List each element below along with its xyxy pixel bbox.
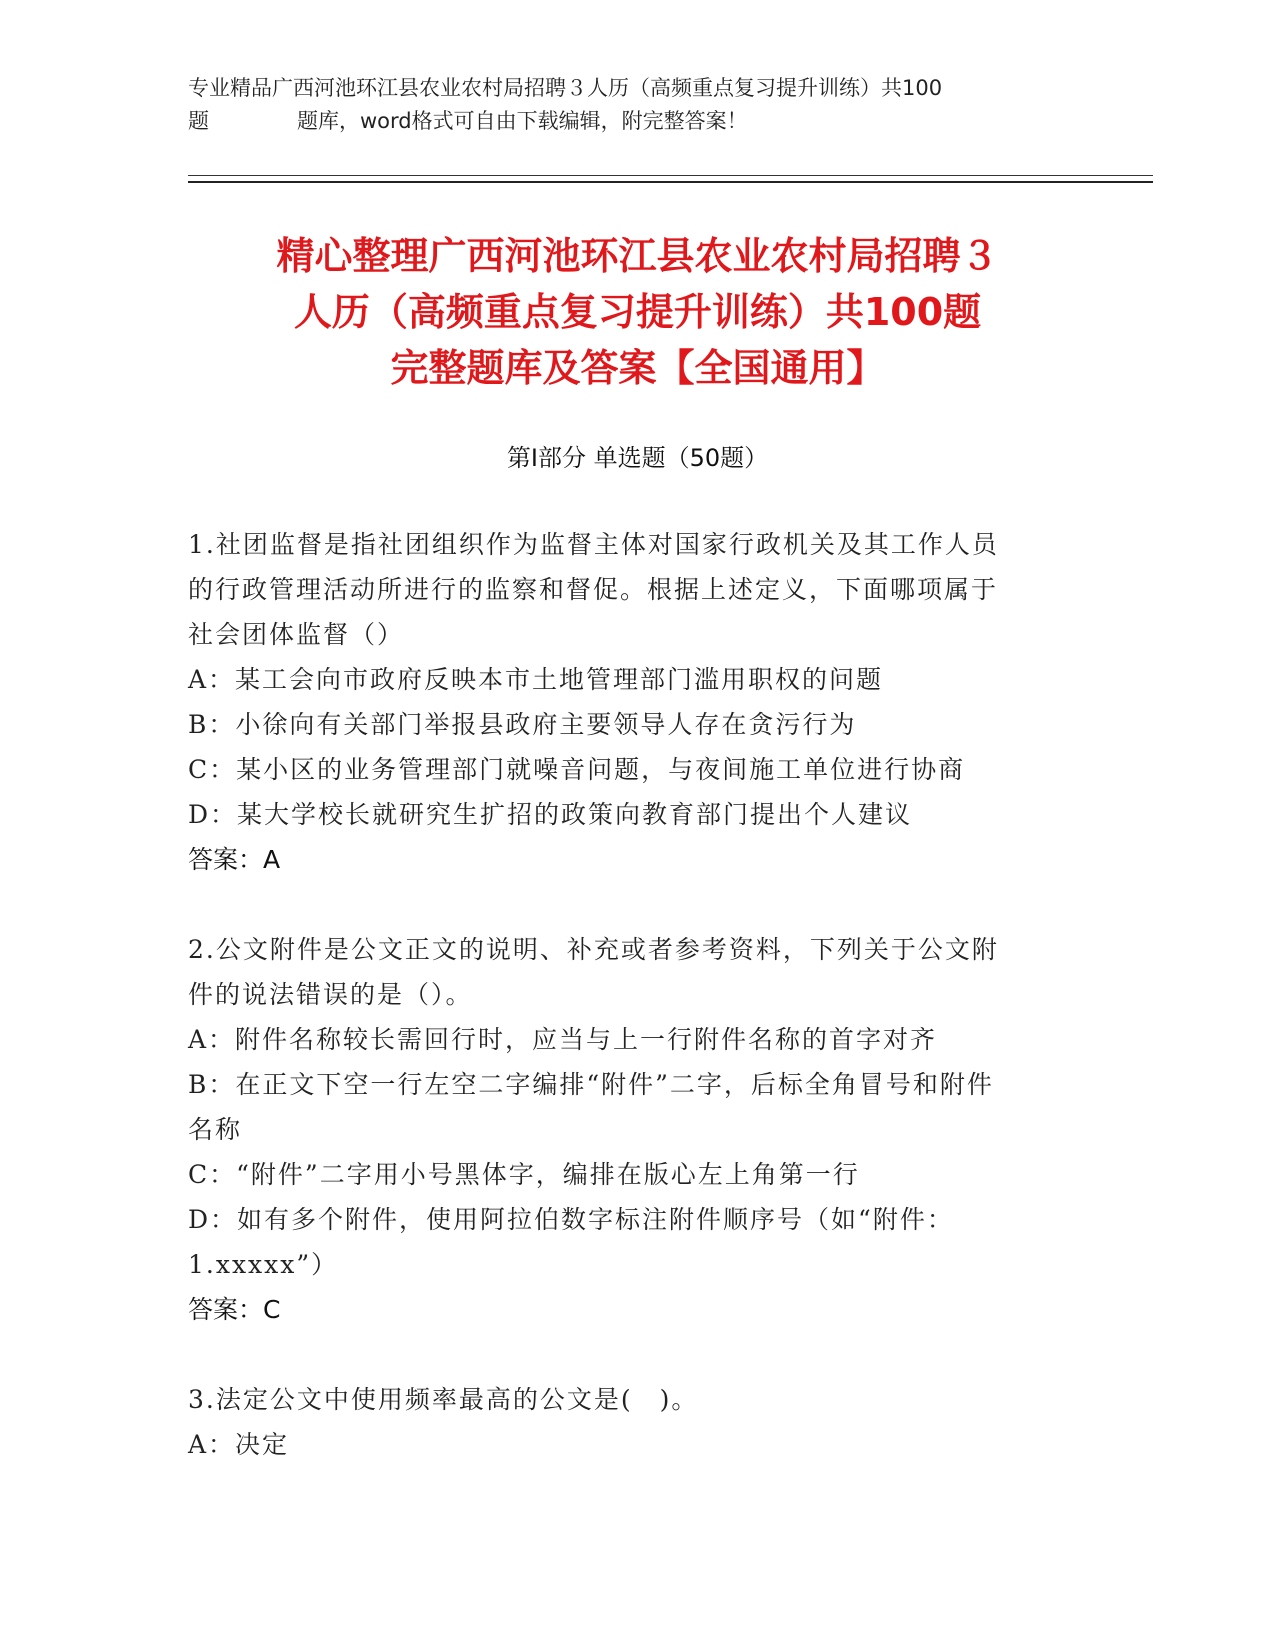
question-block — [188, 522, 1088, 927]
header-line-2 — [188, 105, 1088, 138]
question-line: 3.法定公文中使用频率最高的公文是( )。 — [188, 1385, 699, 1414]
document-title — [150, 228, 1125, 396]
question-line: B：小徐向有关部门举报县政府主要领导人存在贪污行为 — [188, 710, 857, 739]
answer-line: 答案：C — [188, 1295, 281, 1324]
question-line: D：如有多个附件，使用阿拉伯数字标注附件顺序号（如“附件： — [188, 1205, 954, 1234]
header-gap — [209, 105, 297, 138]
question-line: A：某工会向市政府反映本市土地管理部门滥用职权的问题 — [188, 665, 884, 694]
header-rule-thin — [188, 175, 1153, 176]
question-line: 的行政管理活动所进行的监察和督促。根据上述定义，下面哪项属于 — [188, 575, 999, 604]
title-line-1: 精心整理广西河池环江县农业农村局招聘３ — [276, 234, 999, 278]
header-text-2-right: 题库，word格式可自由下载编辑，附完整答案！ — [297, 109, 748, 133]
title-line-3: 完整题库及答案【全国通用】 — [390, 346, 885, 390]
header-text-2-left: 题 — [188, 109, 209, 133]
question-line: C：某小区的业务管理部门就噪音问题，与夜间施工单位进行协商 — [188, 755, 966, 784]
section-title: 第Ⅰ部分 单选题（50题） — [506, 444, 769, 472]
question-line: B：在正文下空一行左空二字编排“附件”二字，后标全角冒号和附件 — [188, 1070, 994, 1099]
question-line: 1.xxxxx”） — [188, 1250, 339, 1279]
header-line-1 — [188, 72, 1088, 105]
title-line-2: 人历（高频重点复习提升训练）共100题 — [293, 290, 982, 334]
question-line: 件的说法错误的是（）。 — [188, 980, 473, 1009]
question-block — [188, 1377, 1088, 1467]
page-header — [188, 72, 1088, 138]
question-spacer — [188, 882, 1088, 927]
question-line: 社会团体监督（） — [188, 620, 405, 649]
question-line: D：某大学校长就研究生扩招的政策向教育部门提出个人建议 — [188, 800, 913, 829]
header-rule-thick — [188, 181, 1153, 183]
question-list — [188, 522, 1088, 1467]
header-text-1: 专业精品广西河池环江县农业农村局招聘３人历（高频重点复习提升训练）共100 — [188, 76, 943, 100]
question-line: 1.社团监督是指社团组织作为监督主体对国家行政机关及其工作人员 — [188, 530, 999, 559]
question-line: A：附件名称较长需回行时，应当与上一行附件名称的首字对齐 — [188, 1025, 938, 1054]
question-line: C：“附件”二字用小号黑体字，编排在版心左上角第一行 — [188, 1160, 860, 1189]
answer-line: 答案：A — [188, 845, 281, 874]
question-line: A：决定 — [188, 1430, 290, 1459]
question-line: 2.公文附件是公文正文的说明、补充或者参考资料，下列关于公文附 — [188, 935, 999, 964]
question-block — [188, 927, 1088, 1377]
question-line: 名称 — [188, 1115, 243, 1144]
question-spacer — [188, 1332, 1088, 1377]
